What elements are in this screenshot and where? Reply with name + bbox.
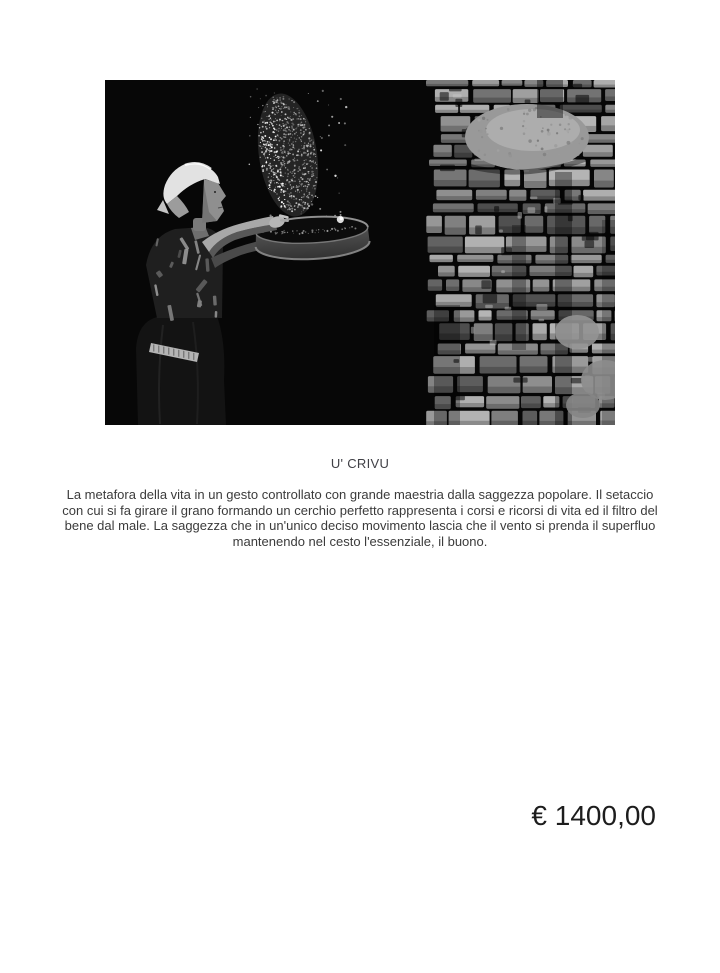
- artwork-page: [0, 80, 720, 973]
- artwork-description: La metafora della vita in un gesto controllato con grande maestria dalla saggezza popolare. Il setaccio con cui si fa girare il grano formando un cerchio perfetto rappresenta i corsi e ricorsi di vita ed il filtro del bene dal male. La saggezza che in un'unico deciso movimento lascia che il vento si prenda il superfluo mantenendo nel cesto l'essenziale, il buono.: [62, 487, 658, 549]
- artwork-photo-image: [105, 80, 615, 425]
- artwork-photo: [105, 80, 615, 425]
- artwork-price: € 1400,00: [531, 800, 656, 832]
- artwork-title: U' CRIVU: [330, 456, 390, 471]
